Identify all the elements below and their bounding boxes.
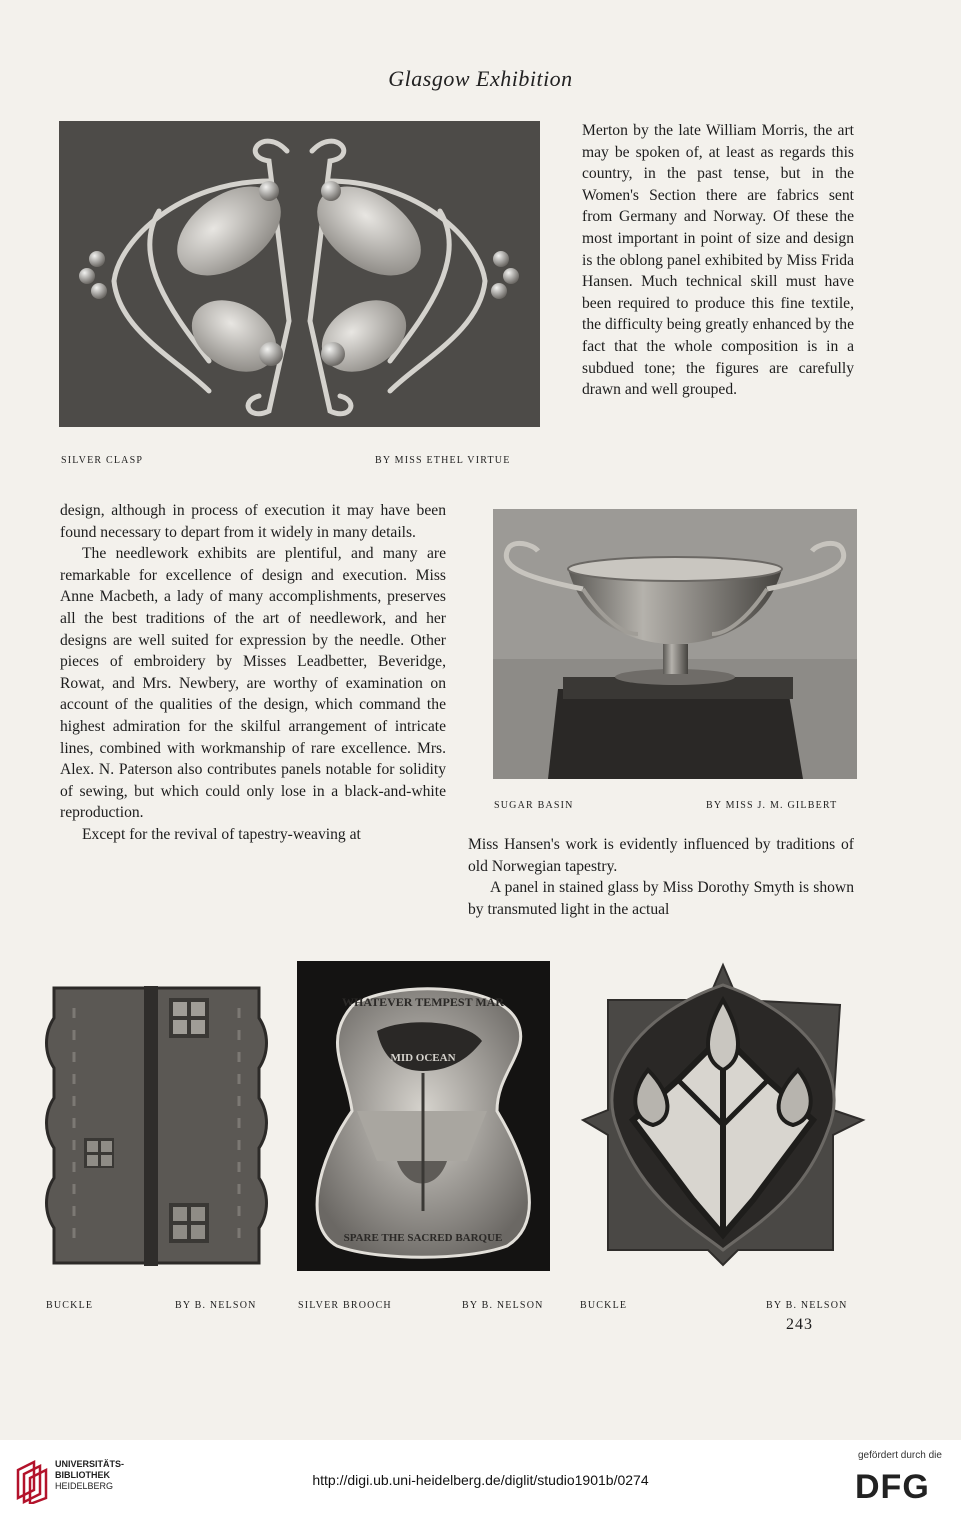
brooch-inscription-bottom: SPARE THE SACRED BARQUE — [343, 1232, 503, 1244]
sugar-basin-photo — [493, 509, 857, 779]
library-line-2: BIBLIOTHEK — [55, 1470, 110, 1480]
page-number: 243 — [786, 1316, 813, 1333]
brooch-inscription-top: WHATEVER TEMPEST MAR — [341, 995, 505, 1009]
text-right-lower — [468, 834, 854, 920]
library-line-1: UNIVERSITÄTS- — [55, 1459, 125, 1469]
silver-clasp-photo — [59, 121, 540, 427]
buckle-right-photo — [578, 960, 868, 1270]
silver-clasp-caption-left: SILVER CLASP — [61, 455, 144, 466]
brooch-inscription-middle: MID OCEAN — [390, 1052, 456, 1064]
text-left-column — [60, 500, 446, 846]
paragraph-left-2: The needlework exhibits are plentiful, and many are remarkable for excellence of design and execution. Miss Anne Macbeth, a lady of many accomplishments, preserves all the best traditions of the art of needlework, and her designs are well suited for expression by the needle. Other pieces of embroidery by Misses Leadbetter, Beveridge, Rowat, and Mrs. Newbery, are worthy of examination on account of the qualities of the design, which command the highest admiration for the skilful arrangement of intricate lines, combined with workmanship of rare excellence. Mrs. Alex. N. Paterson also contributes panels notable for solidity of sewing, but which could only lose in a black-and-white reproduction. — [60, 545, 446, 822]
buckle-left-photo — [44, 978, 269, 1268]
permalink-url[interactable]: http://digi.ub.uni-heidelberg.de/diglit/studio1901b/0274 — [312, 1472, 649, 1488]
silver-brooch-caption-left: SILVER BROOCH — [298, 1300, 392, 1311]
dfg-logo: DFG — [855, 1468, 930, 1506]
sponsor-label: gefördert durch die — [858, 1450, 942, 1461]
silver-clasp-caption-right: BY MISS ETHEL VIRTUE — [375, 455, 511, 466]
library-line-3: HEIDELBERG — [55, 1481, 114, 1491]
page-title: Glasgow Exhibition — [388, 66, 573, 91]
silver-brooch-caption-right: BY B. NELSON — [462, 1300, 544, 1311]
buckle-right-caption-right: BY B. NELSON — [766, 1300, 848, 1311]
text-right-top — [582, 120, 854, 401]
buckle-left-caption-left: BUCKLE — [46, 1300, 94, 1311]
paragraph-left-3: Except for the revival of tapestry-weaving at — [82, 825, 361, 843]
paragraph-right-1: Miss Hansen's work is evidently influenced by traditions of old Norwegian tapestry. — [468, 836, 854, 875]
silver-brooch-photo — [297, 961, 550, 1271]
paragraph-right-2: A panel in stained glass by Miss Dorothy Smyth is shown by transmuted light in the actual — [468, 879, 854, 918]
sugar-basin-caption-left: SUGAR BASIN — [494, 800, 574, 811]
buckle-right-caption-left: BUCKLE — [580, 1300, 628, 1311]
buckle-left-caption-right: BY B. NELSON — [175, 1300, 257, 1311]
paragraph-left-1: design, although in process of execution it may have been found necessary to depart from it widely in many details. — [60, 502, 446, 541]
paragraph-right-top: Merton by the late William Morris, the art may be spoken of, at least as regards this country, in the past tense, but in the Women's Section there are fabrics sent from Germany and Norway. Of these the most important in point of size and design is the oblong panel exhibited by Miss Frida Hansen. Much technical skill must have been required to produce this fine textile, the difficulty being greatly enhanced by the fact that the whole composition is in a subdued tone; the figures are carefully drawn and well grouped. — [582, 122, 854, 399]
footer-bar — [0, 1440, 961, 1529]
sugar-basin-caption-right: BY MISS J. M. GILBERT — [706, 800, 838, 811]
